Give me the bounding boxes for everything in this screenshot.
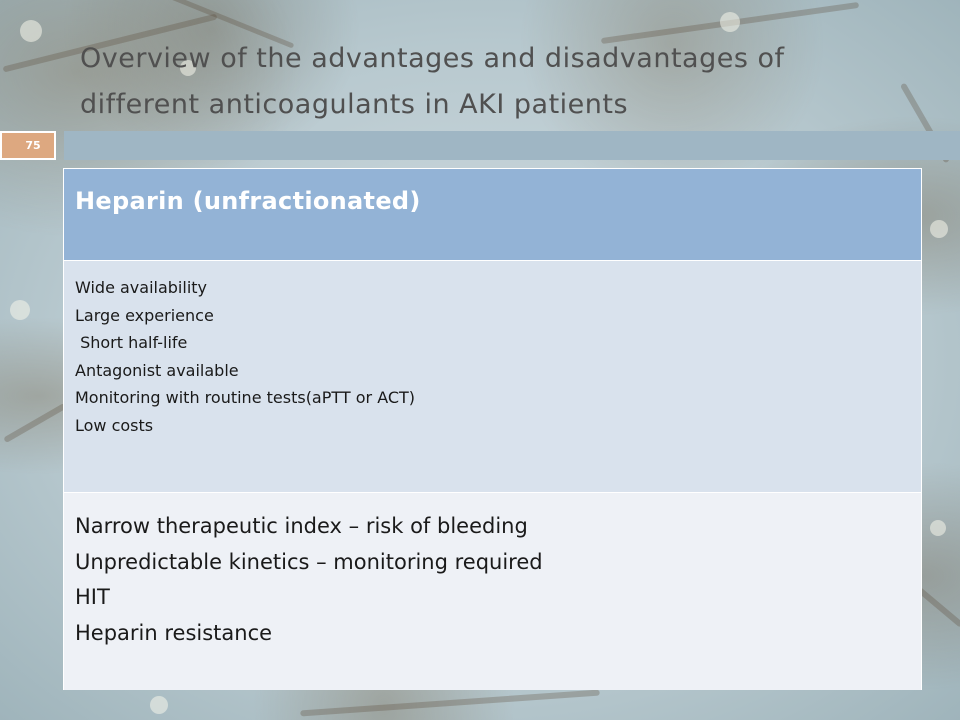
title-rule-bar (64, 131, 960, 160)
list-item: Antagonist available (75, 360, 239, 380)
list-item: HIT (75, 585, 110, 609)
page-number-badge: 75 (0, 131, 56, 160)
list-item: Short half-life (75, 333, 188, 352)
table-header-heparin: Heparin (unfractionated) (75, 187, 421, 215)
slide-title: Overview of the advantages and disadvantages of different anticoagulants in AKI patients (80, 43, 785, 120)
list-item: Unpredictable kinetics – monitoring required (75, 549, 543, 574)
list-item: Narrow therapeutic index – risk of bleeding (75, 514, 528, 538)
list-item: Low costs (75, 415, 154, 435)
list-item: Large experience (75, 305, 214, 325)
disadvantages-row (64, 493, 921, 690)
comparison-table (63, 168, 922, 690)
advantages-row (64, 261, 921, 493)
list-item: Monitoring with routine tests(aPTT or ACT) (75, 388, 416, 407)
disadvantages-list (75, 509, 543, 651)
table-header-row (64, 169, 921, 261)
advantages-list (75, 274, 415, 439)
list-item: Heparin resistance (75, 620, 273, 645)
list-item: Wide availability (75, 278, 208, 297)
